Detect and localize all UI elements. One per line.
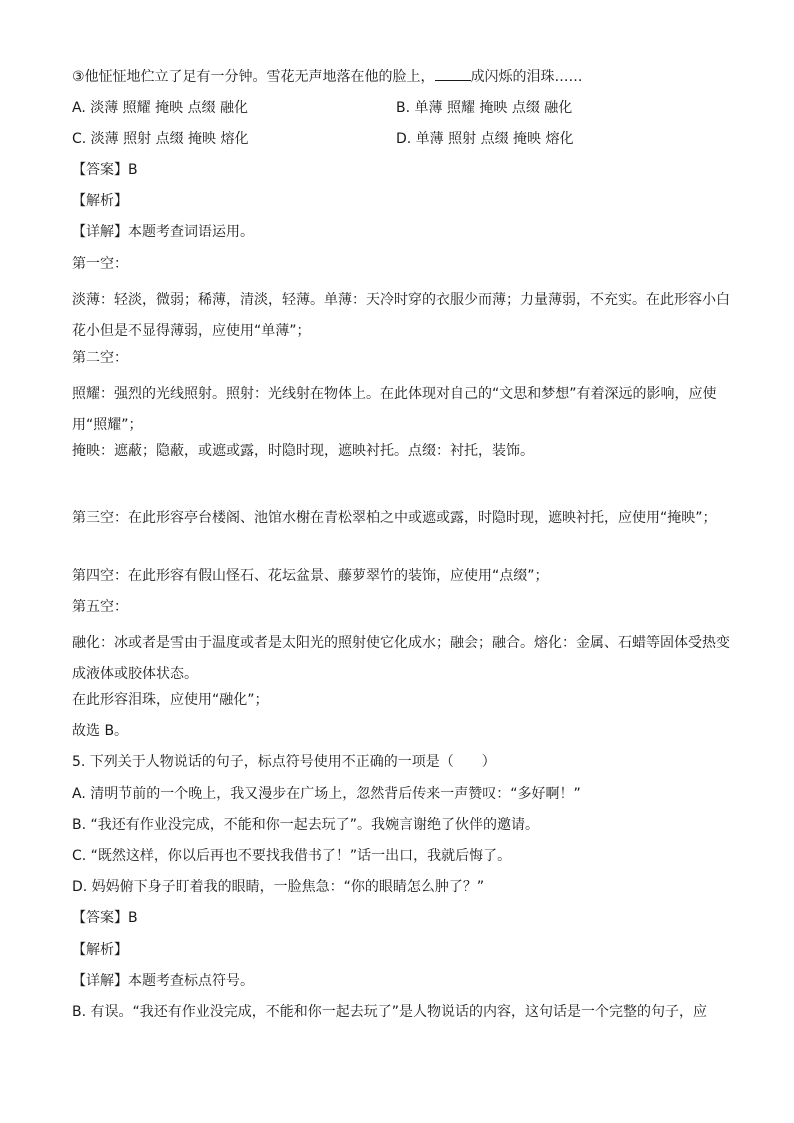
choose-answer: 故选 B。: [72, 723, 129, 739]
analysis-label: 【解析】: [72, 193, 128, 209]
blank-1-title: 第一空：: [72, 256, 128, 272]
q5-option-b: B. “我还有作业没完成，不能和你一起去玩了”。我婉言谢绝了伙伴的邀请。: [72, 817, 540, 833]
blank-5-title: 第五空：: [72, 599, 128, 615]
blank-2-explanation: 照耀：强烈的光线照射。照射：光线射在物体上。在此体现对自己的“文思和梦想”有着深远的影响，应使用“照耀”；: [72, 386, 717, 433]
detail-line-2: 【详解】本题考查标点符号。: [72, 973, 254, 989]
blank-5-conclusion: 在此形容泪珠，应使用“融化”；: [72, 692, 269, 708]
blank-5-explanation: 融化：冰或者是雪由于温度或者是太阳光的照射使它化成水；融会；融合。熔化：金属、石蜡等固体受热变成液体或胶体状态。: [72, 635, 730, 682]
q3-text-before: ③他怔怔地伫立了足有一分钟。雪花无声地落在他的脸上，: [72, 69, 435, 85]
fill-blank: [435, 66, 471, 81]
explanation-b-line: B. 有误。“我还有作业没完成，不能和你一起去玩了”是人物说话的内容，这句话是一个完整的句子，应: [72, 1004, 708, 1020]
blank-2-title: 第二空：: [72, 350, 128, 366]
option-c: C. 淡薄 照射 点缀 掩映 熔化: [72, 131, 249, 147]
answer-label-2: 【答案】B: [72, 910, 138, 926]
option-d: D. 单薄 照射 点缀 掩映 熔化: [396, 131, 574, 147]
q3-text-after: 成闪烁的泪珠……: [470, 69, 583, 85]
q5-option-a: A. 清明节前的一个晚上，我又漫步在广场上，忽然背后传来一声赞叹：“多好啊！”: [72, 786, 581, 802]
blank-3-explanation: 第三空：在此形容亭台楼阁、池馆水榭在青松翠柏之中或遮或露，时隐时现，遮映衬托，应使用“掩映”；: [72, 510, 717, 526]
blank-2-extra: 掩映：遮蔽；隐蔽，或遮或露，时隐时现，遮映衬托。点缀：衬托，装饰。: [72, 443, 534, 459]
question-5-stem: 5. 下列关于人物说话的句子，标点符号使用不正确的一项是（ ）: [72, 754, 496, 770]
analysis-label-2: 【解析】: [72, 942, 128, 958]
blank-4-explanation: 第四空：在此形容有假山怪石、花坛盆景、藤萝翠竹的装饰，应使用“点缀”；: [72, 568, 549, 584]
detail-line: 【详解】本题考查词语运用。: [72, 224, 254, 240]
option-a: A. 淡薄 照耀 掩映 点缀 融化: [72, 100, 249, 116]
blank-1-explanation: 淡薄：轻淡，微弱；稀薄，清淡，轻薄。单薄：天冷时穿的衣服少而薄；力量薄弱，不充实。在此形容小白花小但是不显得薄弱，应使用“单薄”；: [72, 292, 730, 339]
answer-label: 【答案】B: [72, 162, 138, 178]
option-b: B. 单薄 照耀 掩映 点缀 融化: [396, 100, 573, 116]
q5-option-d: D. 妈妈俯下身子盯着我的眼睛，一脸焦急：“你的眼睛怎么肿了？”: [72, 879, 485, 895]
q5-option-c: C. “既然这样，你以后再也不要找我借书了！”话一出口，我就后悔了。: [72, 848, 512, 864]
question-3-line: [72, 66, 734, 87]
